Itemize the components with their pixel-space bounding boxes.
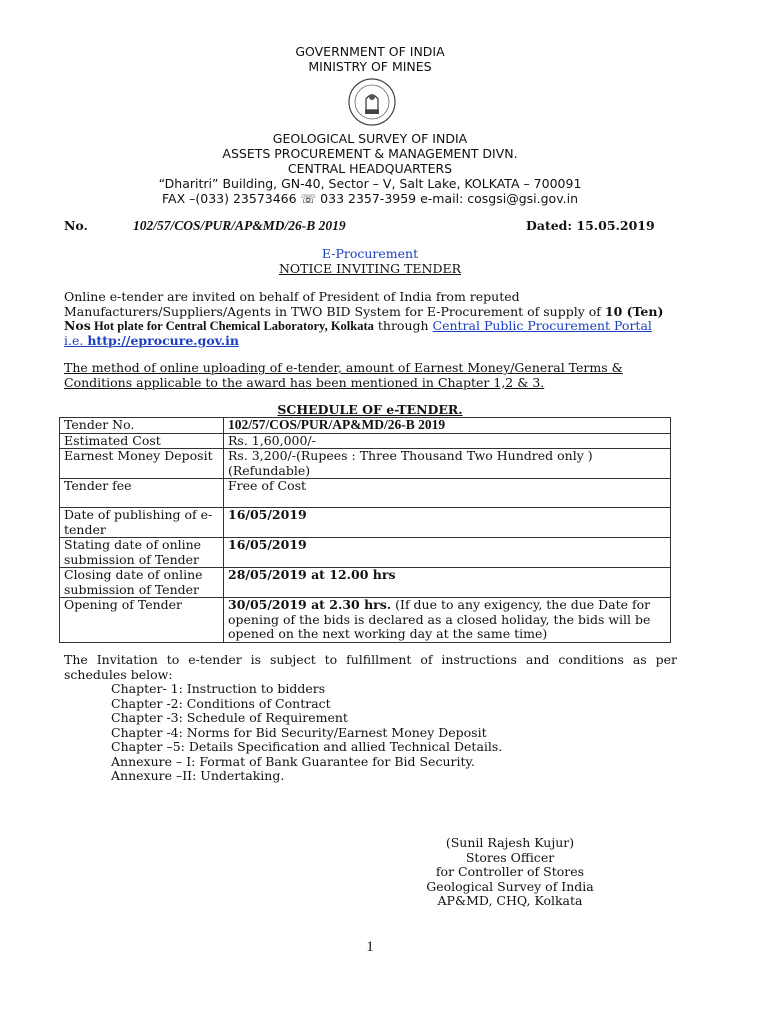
intro-line-2a: Manufacturers/Suppliers/Agents in TWO BID System for E-Procurement of supply of [64, 303, 605, 319]
list-item: Annexure –II: Undertaking. [111, 768, 285, 783]
table-row [60, 433, 671, 449]
table-row [60, 598, 671, 643]
signatory-org: Geological Survey of India [426, 878, 594, 894]
division-name: ASSETS PROCUREMENT & MANAGEMENT DIVN. [222, 146, 518, 161]
invitation-line-2: schedules below: [64, 666, 173, 682]
row-label: Date of publishing of e-tender [60, 508, 224, 538]
ie-text: i.e. [64, 332, 88, 348]
opening-date: 30/05/2019 at 2.30 hrs. [228, 597, 392, 612]
invitation-block [64, 653, 677, 784]
intro-line-4 [64, 334, 684, 349]
item-text: Hot plate for Central Chemical Laboratory, Kolkata [90, 319, 374, 333]
quantity-text: 10 (Ten) [604, 303, 664, 319]
row-value: Free of Cost [224, 479, 671, 508]
row-value-cell [224, 598, 671, 643]
ref-date: Dated: 15.05.2019 [526, 218, 655, 233]
row-value: 28/05/2019 at 12.00 hrs [224, 568, 671, 598]
page-number: 1 [366, 939, 374, 955]
intro-paragraph [64, 290, 684, 348]
row-label: Tender fee [60, 479, 224, 508]
gov-title: GOVERNMENT OF INDIA [295, 44, 445, 59]
list-item: Chapter -4: Norms for Bid Security/Earnest Money Deposit [111, 724, 487, 740]
table-row [60, 418, 671, 434]
table-row [60, 449, 671, 479]
notice-block [0, 247, 740, 276]
org-name: GEOLOGICAL SURVEY OF INDIA [272, 131, 468, 146]
invitation-line-1: The Invitation to e-tender is subject to fulfillment of instructions and conditions as per [64, 652, 677, 667]
chapter-list [64, 682, 677, 784]
nos-text: Nos [64, 318, 91, 333]
row-label: Tender No. [60, 418, 224, 434]
signatory-designation: Stores Officer [465, 849, 555, 865]
list-item: Annexure – I: Format of Bank Guarantee for Bid Security. [111, 753, 475, 769]
table-row [60, 508, 671, 538]
row-label: Estimated Cost [60, 433, 224, 449]
intro-line-1: Online e-tender are invited on behalf of President of India from reputed [64, 289, 520, 304]
table-row [60, 568, 671, 598]
signatory-for: for Controller of Stores [435, 864, 585, 879]
row-label: Stating date of online submission of Tender [60, 538, 224, 568]
org-block [0, 131, 740, 206]
row-label: Earnest Money Deposit [60, 449, 224, 479]
emblem-seal-icon [347, 77, 397, 127]
contact-line: FAX –(033) 23573466 ☏ 033 2357-3959 e-mail: cosgsi@gsi.gov.in [162, 191, 578, 206]
schedule-title: SCHEDULE OF e-TENDER. [277, 402, 463, 417]
opening-note: (If due to any exigency, the due Date for opening of the bids is declared as a closed holiday, the bids will be opened on the next working day at the same time) [228, 597, 651, 641]
signatory-name: (Sunil Rajesh Kujur) [445, 835, 575, 850]
through-text: through [373, 318, 433, 333]
intro-line-2 [64, 305, 684, 320]
table-row [60, 538, 671, 568]
signatory-place: AP&MD, CHQ, Kolkata [437, 893, 583, 908]
eprocure-link[interactable]: http://eprocure.gov.in [87, 332, 239, 348]
cppp-link[interactable]: Central Public Procurement Portal [432, 318, 652, 333]
ministry-title: MINISTRY OF MINES [308, 59, 432, 74]
row-value: 102/57/COS/PUR/AP&MD/26-B 2019 [224, 418, 671, 434]
method-line-2: Conditions applicable to the award has been mentioned in Chapter 1,2 & 3. [64, 374, 545, 390]
method-paragraph [64, 361, 623, 390]
row-value: Rs. 3,200/-(Rupees : Three Thousand Two Hundred only ) (Refundable) [224, 449, 671, 479]
table-row [60, 479, 671, 508]
ref-no-value: 102/57/COS/PUR/AP&MD/26-B 2019 [133, 218, 346, 233]
row-value: 16/05/2019 [224, 508, 671, 538]
row-label: Opening of Tender [60, 598, 224, 643]
row-value: Rs. 1,60,000/- [224, 433, 671, 449]
eproc-title: E-Procurement [321, 246, 419, 261]
ref-no-label: No. [64, 218, 88, 233]
list-item: Chapter -3: Schedule of Requirement [111, 710, 348, 725]
list-item: Chapter –5: Details Specification and allied Technical Details. [111, 739, 503, 754]
header-block [0, 44, 740, 74]
method-line-1: The method of online uploading of e-tender, amount of Earnest Money/General Terms & [64, 360, 623, 375]
row-label: Closing date of online submission of Tender [60, 568, 224, 598]
intro-line-3 [64, 319, 684, 334]
notice-title: NOTICE INVITING TENDER [278, 260, 462, 276]
schedule-table [59, 417, 671, 643]
row-value: 16/05/2019 [224, 538, 671, 568]
list-item: Chapter- 1: Instruction to bidders [111, 681, 326, 696]
address: “Dharitri” Building, GN-40, Sector – V, Salt Lake, KOLKATA – 700091 [158, 176, 582, 191]
signature-block [410, 836, 610, 909]
hq-name: CENTRAL HEADQUARTERS [287, 161, 453, 176]
list-item: Chapter -2: Conditions of Contract [111, 695, 331, 711]
